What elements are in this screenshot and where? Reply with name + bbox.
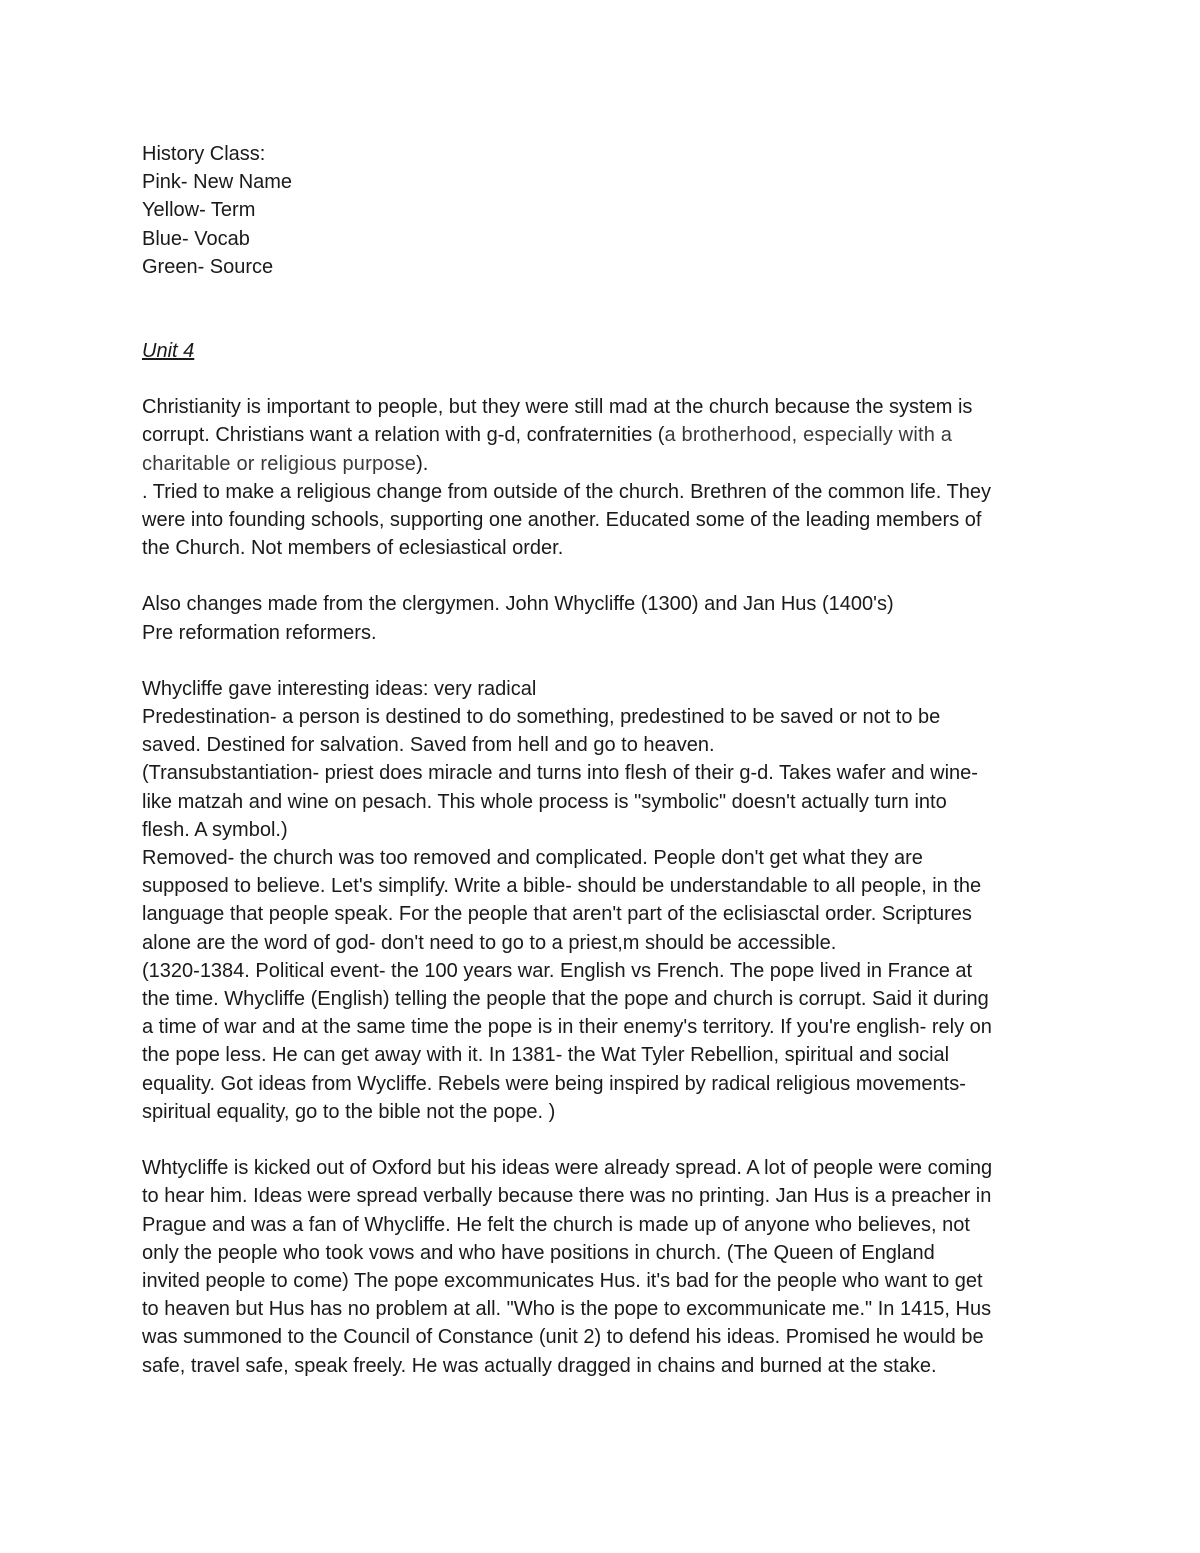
spacer xyxy=(142,281,1072,337)
spacer xyxy=(142,1126,1072,1154)
legend-blue: Blue- Vocab xyxy=(142,227,250,250)
paragraph-line: (Transubstantiation- priest does miracle and turns into flesh of their g-d. Takes wafer and wine- xyxy=(142,762,978,785)
spacer xyxy=(142,647,1072,675)
paragraph-line: a time of war and at the same time the pope is in their enemy's territory. If you're english- rely on xyxy=(142,1016,992,1039)
paragraph-line: Removed- the church was too removed and complicated. People don't get what they are xyxy=(142,847,923,870)
paragraph-line: saved. Destined for salvation. Saved from hell and go to heaven. xyxy=(142,734,715,757)
paragraph-line: Pre reformation reformers. xyxy=(142,621,377,644)
paragraph-line: the time. Whycliffe (English) telling the people that the pope and church is corrupt. Said it during xyxy=(142,988,989,1011)
paragraph-line: alone are the word of god- don't need to go to a priest,m should be accessible. xyxy=(142,931,837,954)
paragraph-line: like matzah and wine on pesach. This whole process is "symbolic" doesn't actually turn into xyxy=(142,790,947,813)
paragraph-line: only the people who took vows and who have positions in church. (The Queen of England xyxy=(142,1241,935,1264)
paragraph-line: equality. Got ideas from Wycliffe. Rebels were being inspired by radical religious movements- xyxy=(142,1072,966,1095)
paragraph-line: Prague and was a fan of Whycliffe. He felt the church is made up of anyone who believes, not xyxy=(142,1213,970,1236)
legend-yellow: Yellow- Term xyxy=(142,199,256,222)
paragraph-line: language that people speak. For the people that aren't part of the eclisiasctal order. Scriptures xyxy=(142,903,972,926)
paragraph-line: Predestination- a person is destined to do something, predestined to be saved or not to be xyxy=(142,706,941,729)
legend-green: Green- Source xyxy=(142,255,274,278)
paragraph-line: the pope less. He can get away with it. In 1381- the Wat Tyler Rebellion, spiritual and social xyxy=(142,1044,950,1067)
paragraph-line: to hear him. Ideas were spread verbally because there was no printing. Jan Hus is a preacher in xyxy=(142,1185,992,1208)
unit-heading: Unit 4 xyxy=(142,340,195,363)
spacer xyxy=(142,562,1072,590)
header-block xyxy=(142,140,1072,281)
text-run: corrupt. Christians want a relation with g-d, confraternities ( xyxy=(142,424,665,447)
legend-pink: Pink- New Name xyxy=(142,171,293,194)
paragraph-4 xyxy=(142,1154,1072,1380)
paragraph-line: were into founding schools, supporting one another. Educated some of the leading members of xyxy=(142,509,982,532)
paragraph-line xyxy=(142,450,1072,478)
paragraph-line: supposed to believe. Let's simplify. Write a bible- should be understandable to all people, in the xyxy=(142,875,982,898)
definition-text: a brotherhood, especially with a xyxy=(664,424,953,447)
spacer xyxy=(142,365,1072,393)
paragraph-line: Also changes made from the clergymen. John Whycliffe (1300) and Jan Hus (1400's) xyxy=(142,593,894,616)
paragraph-line: spiritual equality, go to the bible not the pope. ) xyxy=(142,1100,556,1123)
definition-text: charitable or religious purpose xyxy=(142,452,417,475)
paragraph-line: the Church. Not members of eclesiastical order. xyxy=(142,537,564,560)
paragraph-1 xyxy=(142,393,1072,562)
paragraph-line: Whycliffe gave interesting ideas: very radical xyxy=(142,677,537,700)
document-page xyxy=(142,140,1072,1380)
paragraph-line: was summoned to the Council of Constance (unit 2) to defend his ideas. Promised he would be xyxy=(142,1326,984,1349)
paragraph-line: . Tried to make a religious change from outside of the church. Brethren of the common life. They xyxy=(142,480,991,503)
text-run: ). xyxy=(416,452,429,475)
paragraph-line xyxy=(142,421,1072,449)
document-title: History Class: xyxy=(142,143,266,165)
paragraph-line: safe, travel safe, speak freely. He was actually dragged in chains and burned at the stake. xyxy=(142,1354,937,1377)
paragraph-line: flesh. A symbol.) xyxy=(142,818,288,841)
paragraph-line: Whtycliffe is kicked out of Oxford but his ideas were already spread. A lot of people were coming xyxy=(142,1157,993,1180)
paragraph-2 xyxy=(142,590,1072,646)
paragraph-3 xyxy=(142,675,1072,1126)
paragraph-line: to heaven but Hus has no problem at all. "Who is the pope to excommunicate me." In 1415, Hus xyxy=(142,1298,992,1321)
paragraph-line: (1320-1384. Political event- the 100 years war. English vs French. The pope lived in France at xyxy=(142,959,973,982)
paragraph-line: invited people to come) The pope excommunicates Hus. it's bad for the people who want to get xyxy=(142,1269,983,1292)
paragraph-line: Christianity is important to people, but they were still mad at the church because the system is xyxy=(142,396,973,419)
